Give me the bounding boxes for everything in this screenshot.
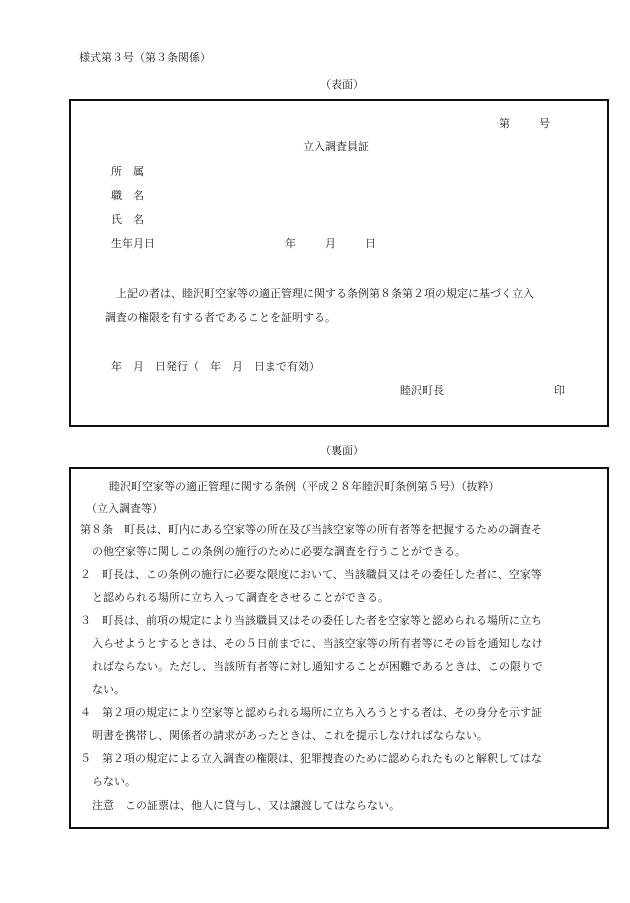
certificate-title: 立入調査員証 — [303, 140, 369, 153]
back-card — [69, 467, 609, 829]
field-position-label: 職 名 — [111, 189, 144, 202]
field-name-label: 氏 名 — [111, 213, 144, 226]
article-line: ればならない。ただし、当該所有者等に対し通知することが困難であるときは、この限りで — [92, 660, 543, 673]
front-card — [69, 99, 609, 427]
seal-mark: 印 — [554, 384, 565, 397]
article-line: ５ 第２項の規定による立入調査の権限は、犯罪捜査のために認められたものと解釈してはな — [80, 752, 542, 765]
form-number-label: 様式第３号（第３条関係） — [79, 51, 211, 64]
back-side-heading: （裏面） — [320, 444, 364, 457]
article-line: 明書を携帯し、関係者の請求があったときは、これを提示しなければならない。 — [92, 729, 488, 742]
certificate-number-dai: 第 — [499, 117, 510, 130]
ordinance-subtitle: （立入調査等） — [86, 502, 163, 515]
field-affiliation-label: 所 属 — [111, 165, 144, 178]
issue-validity-line: 年 月 日発行（ 年 月 日まで有効） — [111, 360, 320, 373]
certification-text-line2: 調査の権限を有する者であることを証明する。 — [105, 311, 336, 324]
ordinance-title: 睦沢町空家等の適正管理に関する条例（平成２８年睦沢町条例第５号）（抜粋） — [109, 480, 500, 493]
article-line: らない。 — [92, 775, 136, 788]
front-side-heading: （表面） — [320, 78, 364, 91]
certification-text-line1: 上記の者は、睦沢町空家等の適正管理に関する条例第８条第２項の規定に基づく立入 — [116, 287, 534, 300]
article-line: ４ 第２項の規定により空家等と認められる場所に立ち入ろうとする者は、その身分を示す証 — [80, 706, 542, 719]
article-line: ３ 町長は、前項の規定により当該職員又はその委任した者を空家等と認められる場所に立ち — [80, 614, 542, 627]
article-line: と認められる場所に立ち入って調査をさせることができる。 — [92, 591, 389, 604]
usage-notice: 注意 この証票は、他人に貸与し、又は譲渡してはならない。 — [92, 799, 400, 812]
certificate-number-go: 号 — [539, 117, 550, 130]
article-line: ２ 町長は、この条例の施行に必要な限度において、当該職員又はその委任した者に、空家等 — [80, 568, 542, 581]
birthdate-day: 日 — [365, 237, 376, 250]
article-line: 入らせようとするときは、その５日前までに、当該空家等の所有者等にその旨を通知しなけ — [92, 637, 543, 650]
field-birthdate-label: 生年月日 — [111, 237, 155, 250]
issuer-name: 睦沢町長 — [400, 384, 444, 397]
birthdate-month: 月 — [325, 237, 336, 250]
article-line: 第８条 町長は、町内にある空家等の所在及び当該空家等の所有者等を把握するための調査そ — [80, 523, 542, 536]
article-line: の他空家等に関しこの条例の施行のために必要な調査を行うことができる。 — [92, 545, 466, 558]
birthdate-year: 年 — [285, 237, 296, 250]
article-line: ない。 — [92, 683, 125, 696]
